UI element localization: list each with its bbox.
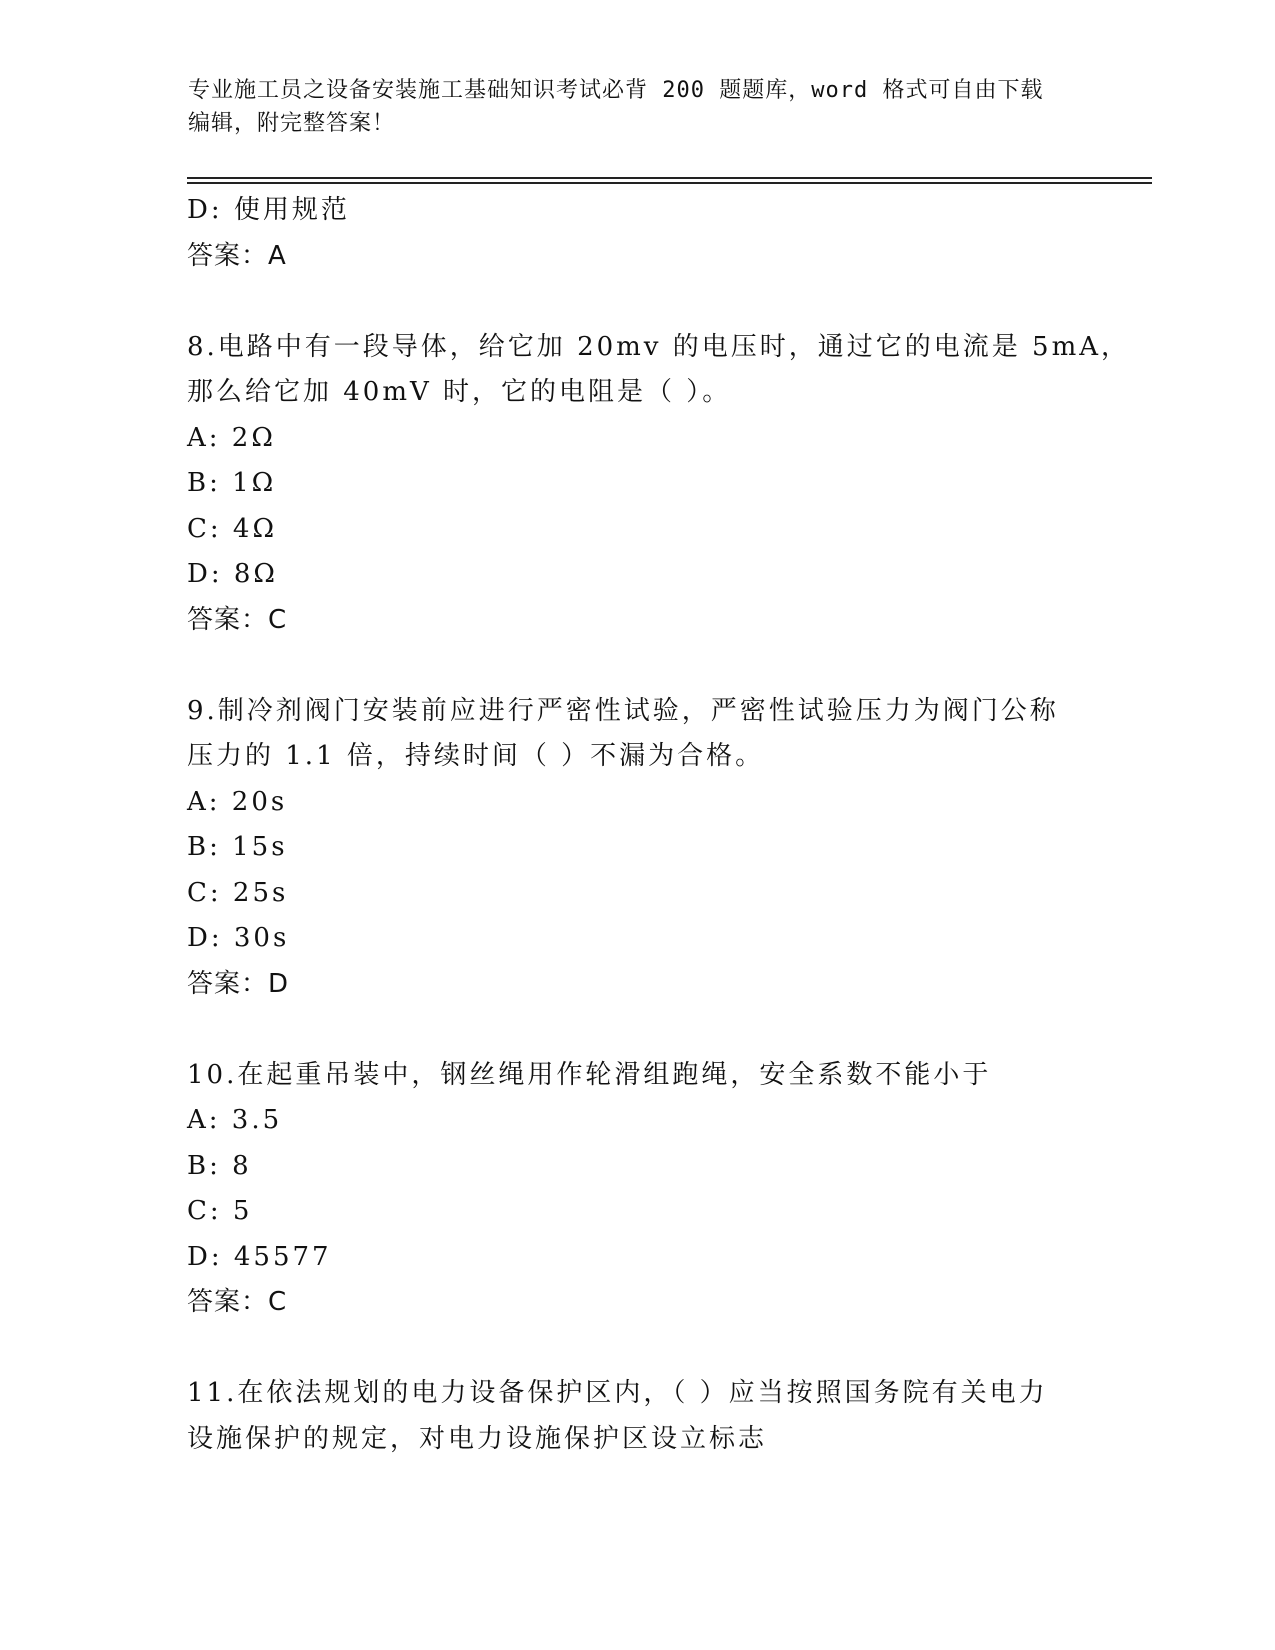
question-stem: 设施保护的规定，对电力设施保护区设立标志 bbox=[187, 1423, 768, 1454]
option-c: C: 4Ω bbox=[187, 513, 278, 544]
question-10 bbox=[187, 1053, 1087, 1326]
question-9 bbox=[187, 689, 1087, 1008]
answer: 答案：D bbox=[187, 968, 290, 999]
answer: 答案：C bbox=[187, 1287, 288, 1317]
document-header bbox=[188, 74, 1068, 140]
option-b: B: 15s bbox=[187, 832, 288, 862]
header-divider-top bbox=[187, 177, 1152, 179]
option-a: A: 2Ω bbox=[187, 422, 276, 453]
question-stem: 11.在依法规划的电力设备保护区内，（ ）应当按照国务院有关电力 bbox=[187, 1378, 1048, 1408]
question-stem: 压力的 1.1 倍，持续时间（ ）不漏为合格。 bbox=[187, 741, 765, 771]
option-d: D: 30s bbox=[187, 923, 290, 953]
option-a: A: 20s bbox=[187, 786, 288, 817]
option-d: D: 8Ω bbox=[187, 559, 278, 589]
header-divider-bottom bbox=[187, 182, 1152, 184]
question-stem: 9.制冷剂阀门安装前应进行严密性试验，严密性试验压力为阀门公称 bbox=[187, 695, 1059, 726]
option-c: C: 5 bbox=[187, 1196, 253, 1226]
header-line-1: 专业施工员之设备安装施工基础知识考试必背 200 题题库，word 格式可自由下载 bbox=[188, 78, 1044, 103]
answer: 答案：C bbox=[187, 604, 288, 635]
option-b: B: 8 bbox=[187, 1150, 252, 1181]
question-stem: 8.电路中有一段导体，给它加 20mv 的电压时，通过它的电流是 5mA， bbox=[187, 331, 1131, 362]
prev-option-d: D: 使用规范 bbox=[187, 195, 350, 225]
question-list bbox=[187, 188, 1131, 1462]
option-b: B: 1Ω bbox=[187, 468, 277, 498]
question-stem: 10.在起重吊装中，钢丝绳用作轮滑组跑绳，安全系数不能小于 bbox=[187, 1059, 992, 1090]
option-d: D: 45577 bbox=[187, 1241, 332, 1272]
prev-answer: 答案：A bbox=[187, 240, 287, 271]
header-line-2: 编辑，附完整答案！ bbox=[188, 111, 396, 136]
option-c: C: 25s bbox=[187, 877, 289, 908]
question-stem: 那么给它加 40mV 时，它的电阻是（ ）。 bbox=[187, 377, 732, 407]
question-11 bbox=[187, 1371, 1087, 1462]
question-8 bbox=[187, 325, 1131, 644]
option-a: A: 3.5 bbox=[187, 1105, 283, 1135]
